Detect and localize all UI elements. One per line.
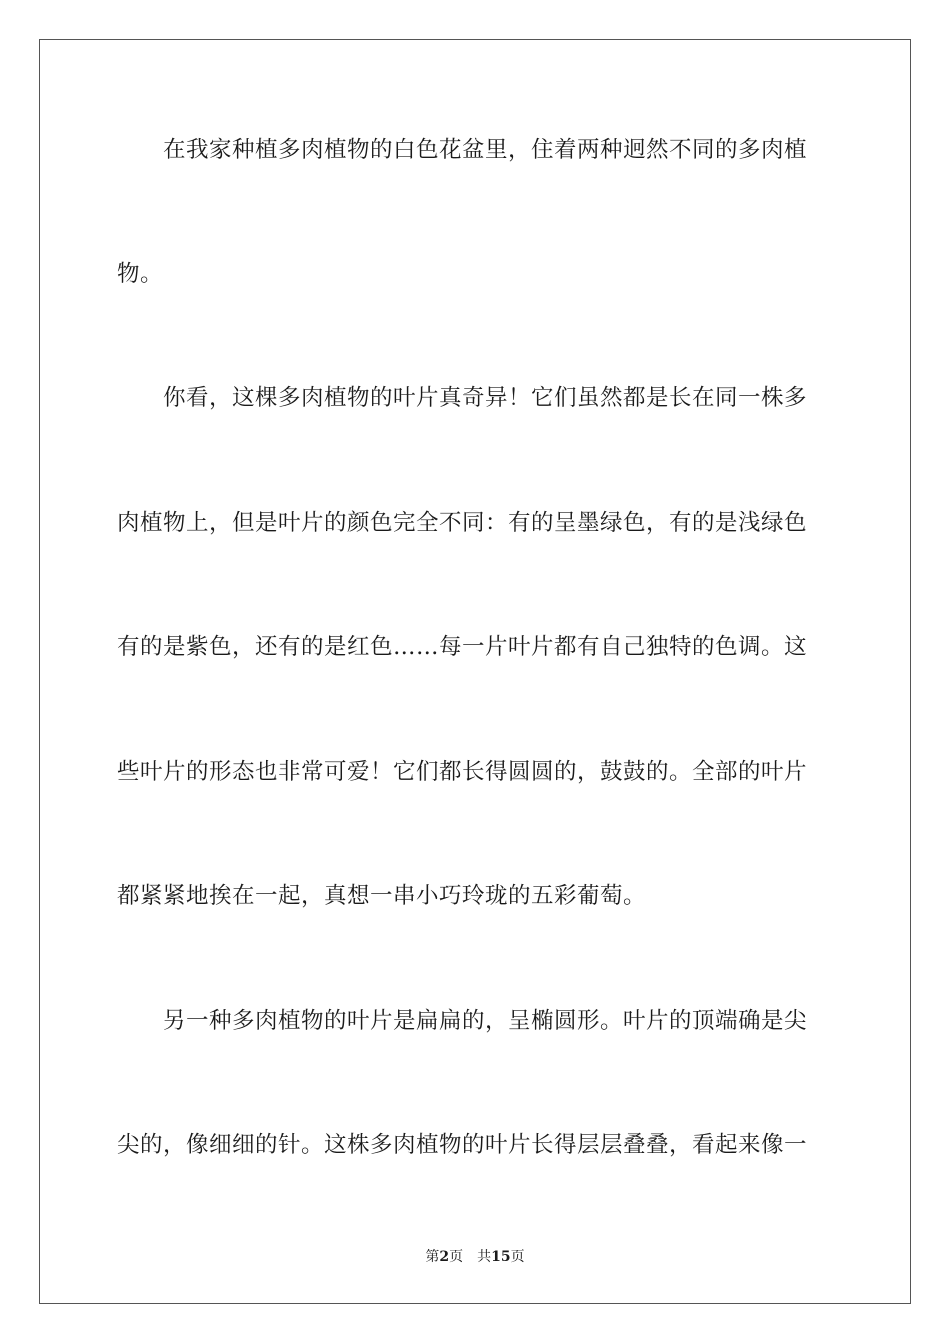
page-suffix: 页 xyxy=(449,1249,464,1265)
paragraph-1-line-2: 物。 xyxy=(117,261,164,287)
page-footer xyxy=(0,1248,950,1266)
paragraph-3-line-1: 另一种多肉植物的叶片是扁扁的，呈椭圆形。叶片的顶端确是尖 xyxy=(163,1008,808,1034)
paragraph-2-line-1: 你看，这棵多肉植物的叶片真奇异！它们虽然都是长在同一株多 xyxy=(163,385,808,411)
page-prefix: 第 xyxy=(425,1249,440,1265)
paragraph-1-line-1: 在我家种植多肉植物的白色花盆里，住着两种迥然不同的多肉植 xyxy=(163,137,808,163)
paragraph-2-line-3: 有的是紫色，还有的是红色……每一片叶片都有自己独特的色调。这 xyxy=(117,634,808,660)
paragraph-2-line-4: 些叶片的形态也非常可爱！它们都长得圆圆的，鼓鼓的。全部的叶片 xyxy=(117,759,808,785)
page-border xyxy=(39,39,911,1304)
total-prefix: 共 xyxy=(477,1249,492,1265)
total-pages: 15 xyxy=(491,1249,511,1265)
paragraph-2-line-5: 都紧紧地挨在一起，真想一串小巧玲珑的五彩葡萄。 xyxy=(117,883,647,909)
total-suffix: 页 xyxy=(510,1249,525,1265)
paragraph-2-line-2: 肉植物上，但是叶片的颜色完全不同：有的呈墨绿色，有的是浅绿色 xyxy=(117,510,808,536)
page-number: 2 xyxy=(439,1249,450,1265)
paragraph-3-line-2: 尖的，像细细的针。这株多肉植物的叶片长得层层叠叠，看起来像一 xyxy=(117,1132,808,1158)
